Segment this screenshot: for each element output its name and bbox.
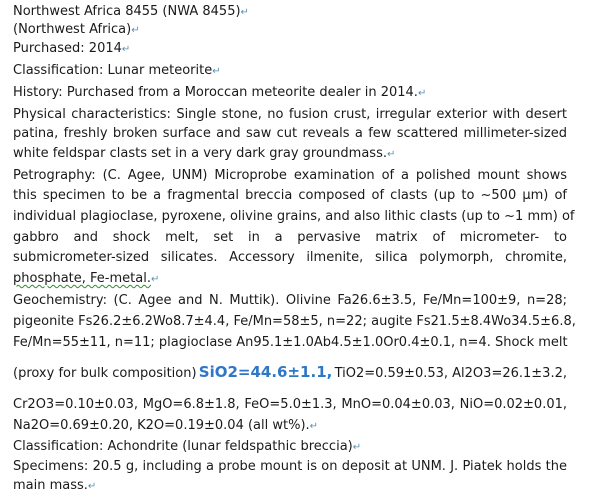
physical-line-1: Physical characteristics: Single stone, no fusion crust, irregular exterior with desert xyxy=(13,107,567,122)
tio2-al2o3-text: TiO2=0.59±0.53, Al2O3=26.1±3.2, xyxy=(334,366,567,381)
geochemistry-line-1: Geochemistry: (C. Agee and N. Muttik). Olivine Fa26.6±3.5, Fe/Mn=100±9, n=28; xyxy=(13,293,567,308)
petrography-line-5: submicrometer-sized silicates. Accessory ilmenite, silica polymorph, chromite, xyxy=(13,250,567,265)
history-line: History: Purchased from a Moroccan meteorite dealer in 2014.↵ xyxy=(13,85,427,100)
geochemistry-line-4 xyxy=(13,363,567,381)
classification-final-line: Classification: Achondrite (lunar feldspathic breccia)↵ xyxy=(13,439,362,454)
geochemistry-line-3: Fe/Mn=55±11, n=11; plagioclase An95.1±1.0Ab4.5±1.0Or0.4±0.1, n=4. Shock melt xyxy=(13,335,568,350)
physical-line-3: white feldspar clasts set in a very dark gray groundmass.↵ xyxy=(13,146,396,161)
petrography-line-3: individual plagioclase, pyroxene, olivine grains, and also lithic clasts (up to ~1 mm) of xyxy=(13,209,575,224)
petrography-line-2: this specimen to be a fragmental breccia composed of clasts (up to ~500 µm) of xyxy=(13,188,567,203)
specimens-line-2: main mass.↵ xyxy=(13,478,97,493)
geochemistry-line-6: Na2O=0.69±0.20, K2O=0.19±0.04 (all wt%).↵ xyxy=(13,418,319,433)
bulk-proxy-text: (proxy for bulk composition) xyxy=(13,366,197,381)
geochemistry-line-2: pigeonite Fs26.2±6.2Wo8.7±4.4, Fe/Mn=58±5, n=22; augite Fs21.5±8.4Wo34.5±6.8, xyxy=(13,314,576,329)
geochemistry-line-5: Cr2O3=0.10±0.03, MgO=6.8±1.8, FeO=5.0±1.3, MnO=0.04±0.03, NiO=0.02±0.01, xyxy=(13,397,567,412)
specimens-line-1: Specimens: 20.5 g, including a probe mount is on deposit at UNM. J. Piatek holds the xyxy=(13,459,567,474)
sio2-highlight: SiO2=44.6±1.1, xyxy=(198,363,333,381)
title-line: Northwest Africa 8455 (NWA 8455)↵ xyxy=(13,4,249,19)
physical-line-2: patina, freshly broken surface and saw cut reveals a few scattered millimeter-sized xyxy=(13,126,567,141)
location-line: (Northwest Africa)↵ xyxy=(13,22,140,37)
classification-line: Classification: Lunar meteorite↵ xyxy=(13,63,221,78)
petrography-line-4: gabbro and shock melt, set in a pervasive matrix of micrometer- to xyxy=(13,230,567,245)
petrography-line-1: Petrography: (C. Agee, UNM) Microprobe examination of a polished mount shows xyxy=(13,168,567,183)
petrography-line-6: phosphate, Fe-metal.↵ xyxy=(13,271,160,286)
purchased-line: Purchased: 2014↵ xyxy=(13,41,131,56)
